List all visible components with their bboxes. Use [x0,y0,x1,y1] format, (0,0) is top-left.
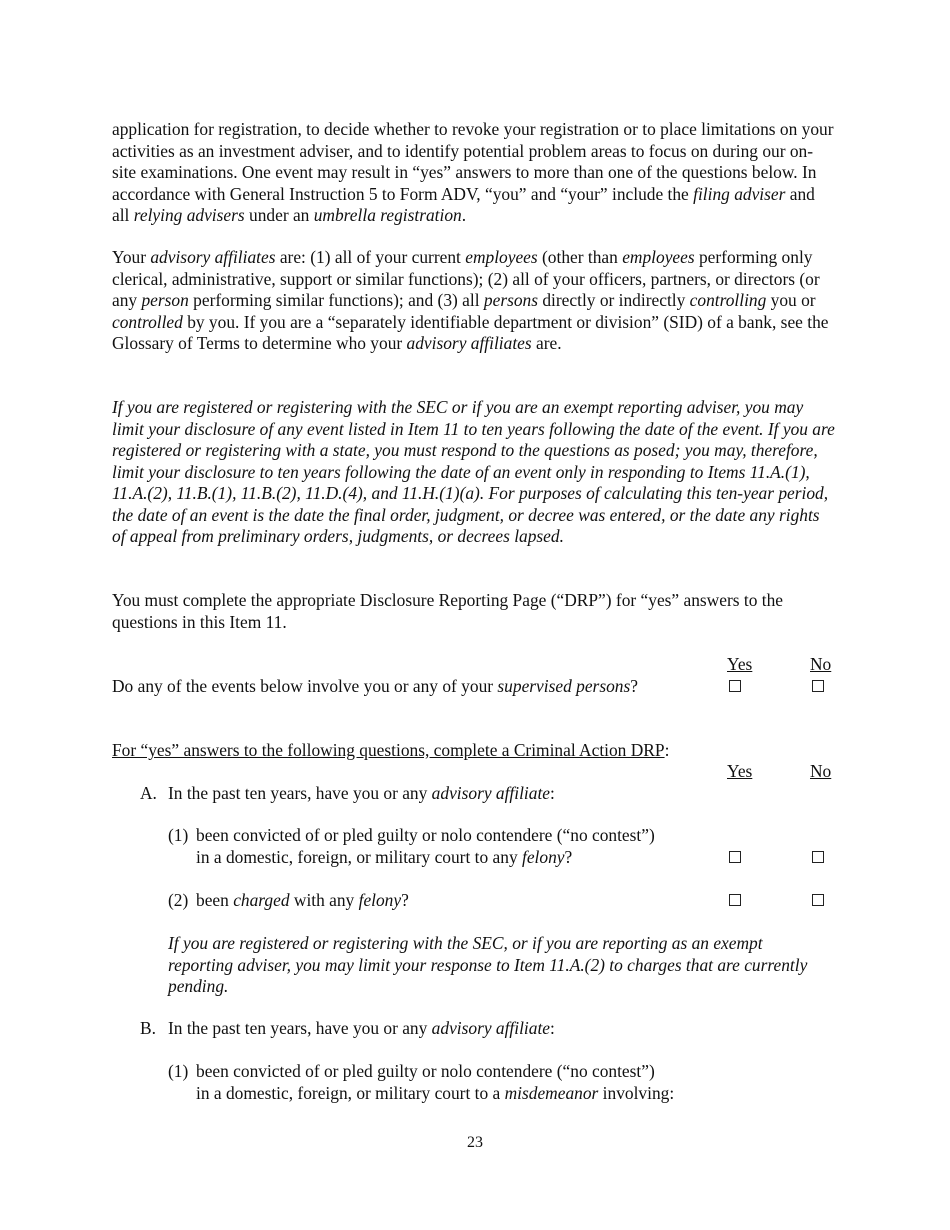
item-a2-yes-checkbox[interactable] [729,894,741,906]
criminal-action-heading: For “yes” answers to the following questions, complete a Criminal Action DRP: [112,740,670,760]
item-a2-note: If you are registered or registering with the SEC, or if you are reporting as an exempt reporting adviser, you may limit your response to Item 11.A.(2) to charges that are currently pending. [168,933,808,996]
main-question-no-checkbox[interactable] [812,680,824,692]
section-b-question: In the past ten years, have you or any advisory affiliate: [168,1018,555,1038]
item-b1-line-2: in a domestic, foreign, or military court to a misdemeanor involving: [196,1083,675,1103]
yes-column-header-2: Yes [727,761,753,781]
section-b-label: B. [140,1018,156,1038]
no-column-header-2: No [810,761,832,781]
item-a2-no-checkbox[interactable] [812,894,824,906]
page-number: 23 [467,1134,483,1151]
item-a1-line-1: been convicted of or pled guilty or nolo contendere (“no contest”) [196,825,655,845]
yes-column-header: Yes [727,654,753,674]
ten-year-limit-paragraph: If you are registered or registering with the SEC or if you are an exempt reporting adviser, you may limit your disclosure of any event listed in Item 11 to ten years following the date of the event. If you are registered or registering with a state, you must respond to the questions as posed; you may, therefore, limit your disclosure to ten years following the date of an event only in responding to Items 11.A.(1), 11.A.(2), 11.B.(1), 11.B.(2), 11.D.(4), and 11.H.(1)(a). For purposes of calculating this ten-year period, the date of an event is the date the final order, judgment, or decree was entered, or the date any rights of appeal from preliminary orders, judgments, or decrees lapsed. [112,397,835,546]
item-a1-yes-checkbox[interactable] [729,851,741,863]
item-b1-number: (1) [168,1061,189,1081]
drp-instruction-paragraph: You must complete the appropriate Disclosure Reporting Page (“DRP”) for “yes” answers to the questions in this Item 11. [112,590,783,632]
no-column-header: No [810,654,832,674]
item-b1-line-1: been convicted of or pled guilty or nolo contendere (“no contest”) [196,1061,655,1081]
advisory-affiliates-paragraph: Your advisory affiliates are: (1) all of your current employees (other than employees performing only clerical, administrative, support or similar functions); (2) all of your officers, partners, or directors (or any person performing similar functions); and (3) all persons directly or indirectly controlling you or controlled by you. If you are a “separately identifiable department or division” (SID) of a bank, see the Glossary of Terms to determine who your advisory affiliates are. [112,247,829,353]
item-a1-line-2: in a domestic, foreign, or military court to any felony? [196,847,573,867]
item-a1-no-checkbox[interactable] [812,851,824,863]
intro-paragraph-1: application for registration, to decide whether to revoke your registration or to place limitations on your activities as an investment adviser, and to identify potential problem areas to focus on during our on-site examinations. One event may result in “yes” answers to more than one of the questions below. In accordance with General Instruction 5 to Form ADV, “you” and “your” include the filing adviser and all relying advisers under an umbrella registration. [112,119,834,225]
item-a2-question: been charged with any felony? [196,890,409,910]
main-question-yes-checkbox[interactable] [729,680,741,692]
section-a-question: In the past ten years, have you or any advisory affiliate: [168,783,555,803]
item-a2-number: (2) [168,890,189,910]
section-a-label: A. [140,783,157,803]
main-question: Do any of the events below involve you or any of your supervised persons? [112,676,638,696]
item-a1-number: (1) [168,825,189,845]
